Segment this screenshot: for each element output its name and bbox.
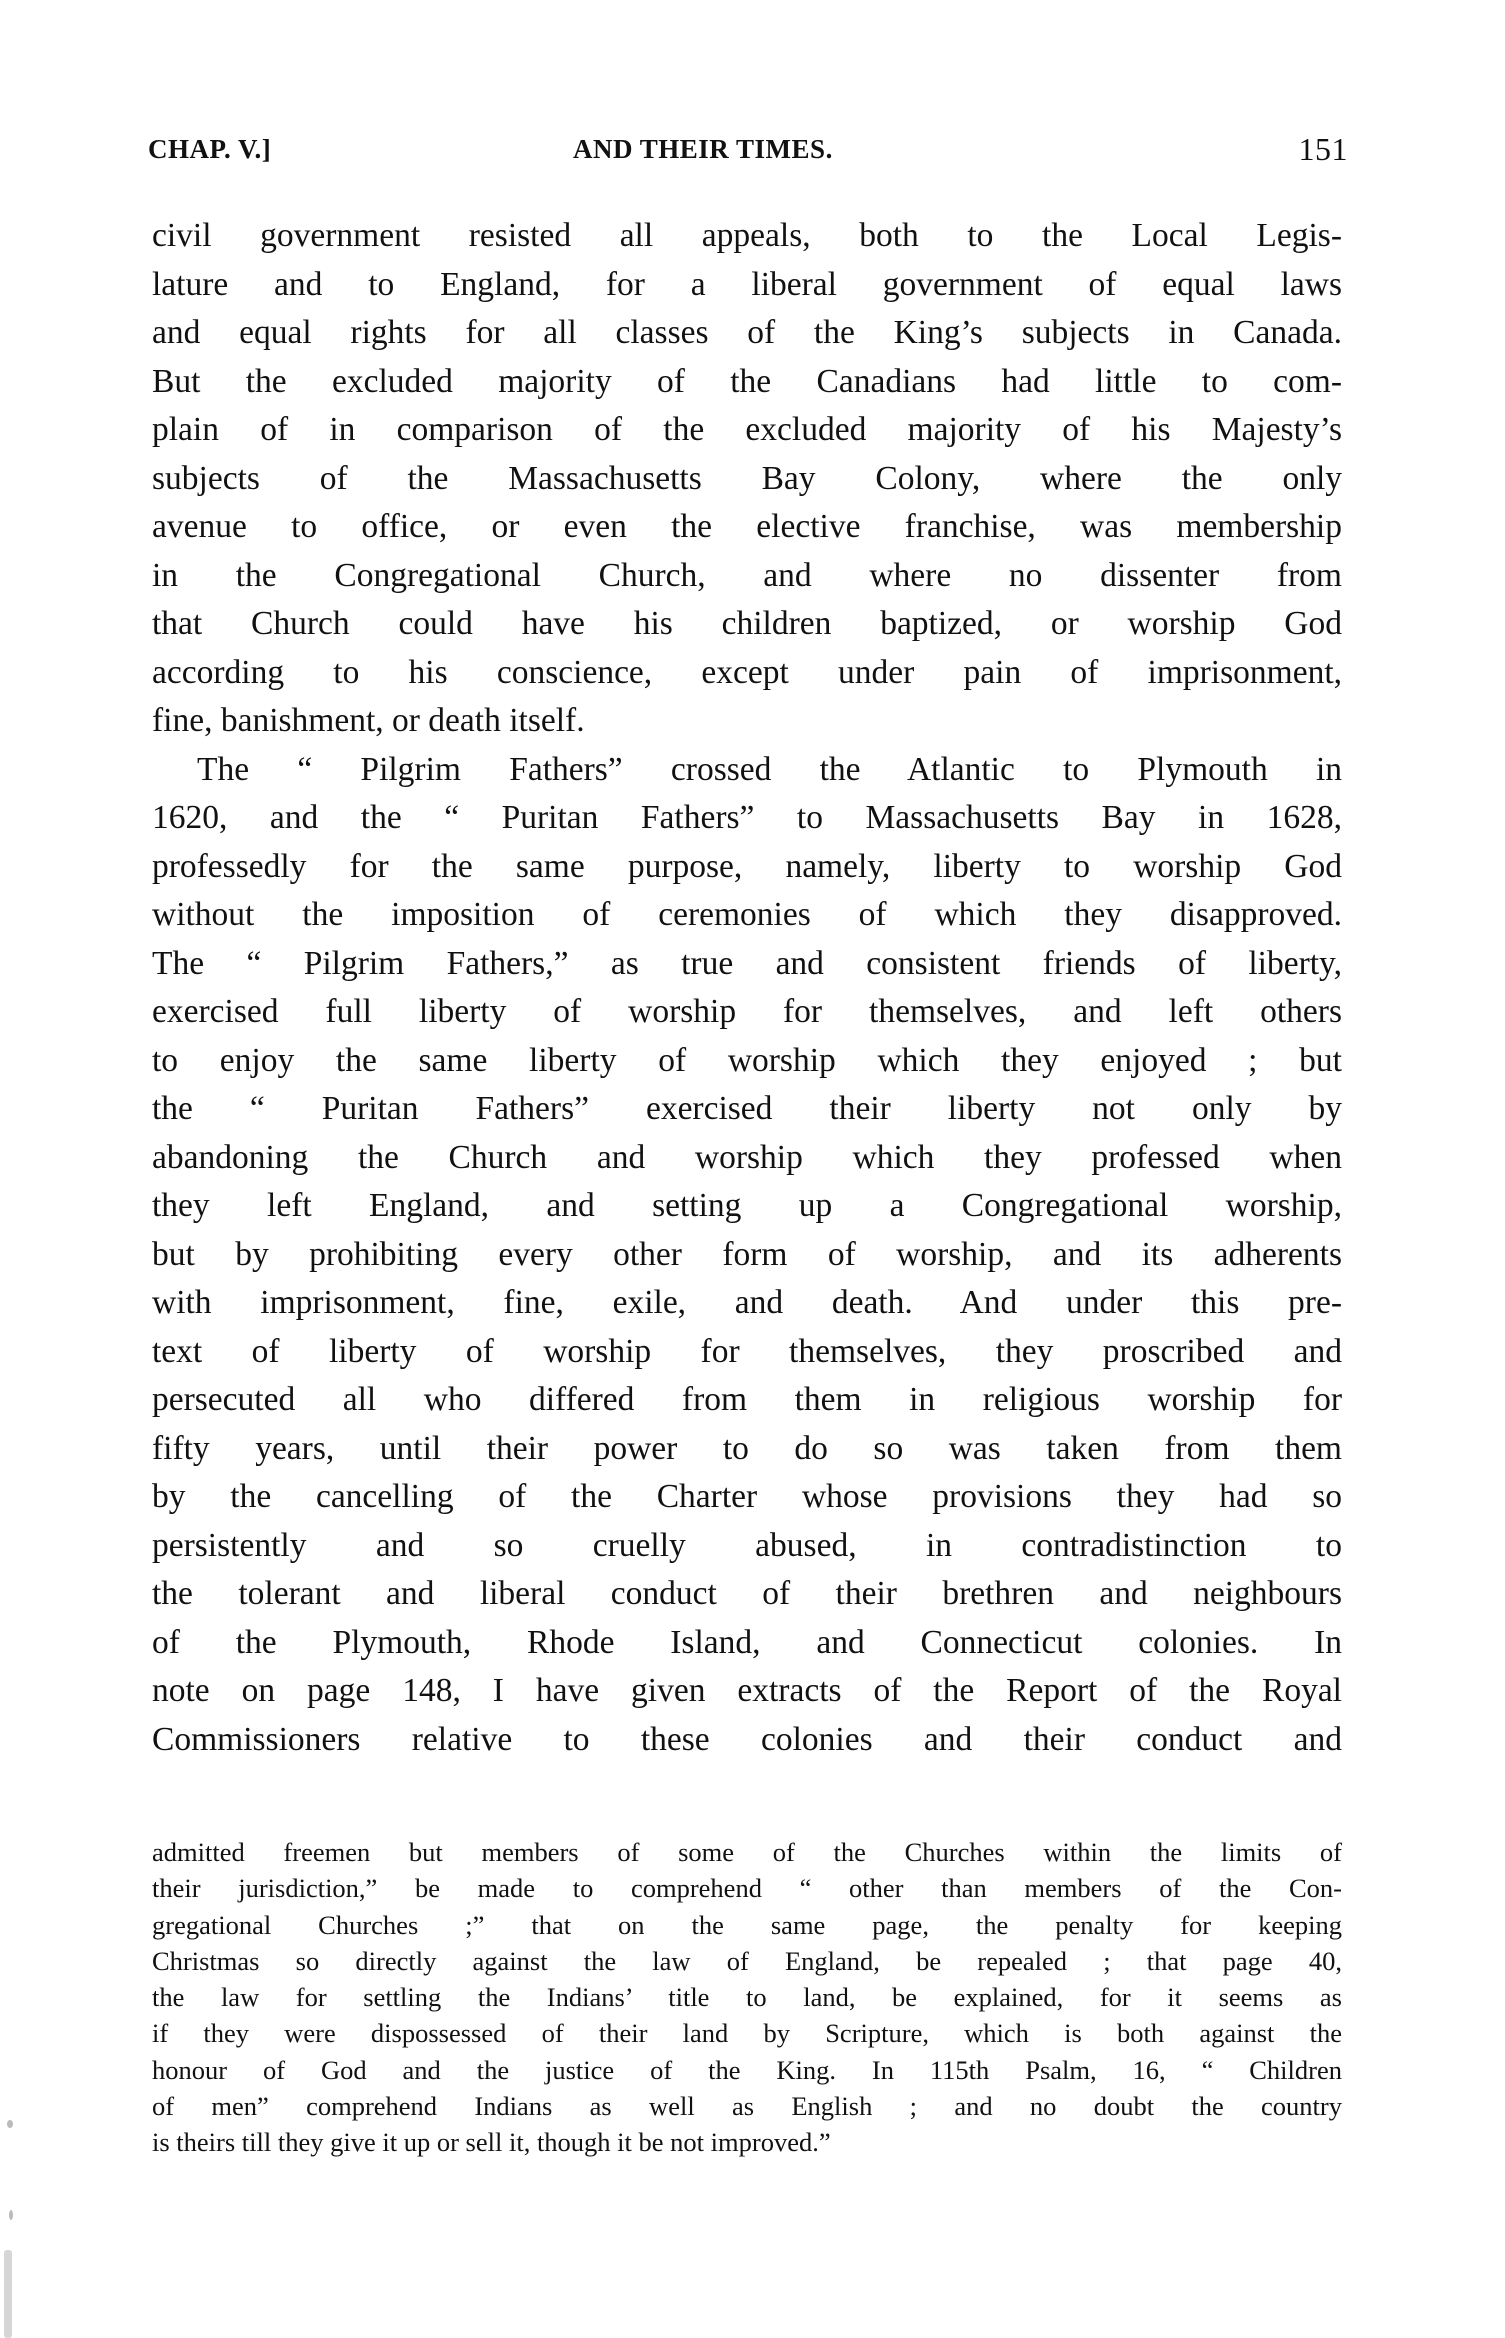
text-line: in the Congregational Church, and where no dissenter from [152,556,1342,594]
footnote [152,1834,1342,2161]
text-line: professedly for the same purpose, namely, liberty to worship God [152,847,1342,885]
page-number: 151 [1298,131,1348,167]
text-line: with imprisonment, fine, exile, and death. And under this pre- [152,1284,1342,1321]
text-line: they left England, and setting up a Congregational worship, [152,1187,1342,1224]
text-line: 1620, and the “ Puritan Fathers” to Massachusetts Bay in 1628, [152,799,1342,836]
text-line: exercised full liberty of worship for themselves, and left others [152,993,1342,1030]
text-line: lature and to England, for a liberal government of equal laws [152,265,1342,303]
text-line: avenue to office, or even the elective franchise, was membership [152,508,1342,545]
text-line: the “ Puritan Fathers” exercised their liberty not only by [152,1090,1342,1127]
main-text [152,212,1342,1764]
footnote-line: honour of God and the justice of the King. In 115th Psalm, 16, “ Children [152,2054,1342,2085]
text-line: fifty years, until their power to do so was taken from them [152,1429,1342,1467]
text-line: persecuted all who differed from them in religious worship for [152,1381,1342,1418]
text-line: the tolerant and liberal conduct of their brethren and neighbours [152,1575,1342,1612]
text-line: to enjoy the same liberty of worship which they enjoyed ; but [152,1041,1342,1079]
text-line: but by prohibiting every other form of worship, and its adherents [152,1235,1342,1273]
footnote-line: Christmas so directly against the law of England, be repealed ; that page 40, [152,1945,1342,1976]
text-line: subjects of the Massachusetts Bay Colony, where the only [152,459,1342,497]
text-line: text of liberty of worship for themselves, they proscribed and [152,1332,1342,1370]
text-line: fine, banishment, or death itself. [152,702,585,739]
text-line: that Church could have his children baptized, or worship God [152,605,1342,642]
text-line: persistently and so cruelly abused, in contradistinction to [152,1526,1342,1564]
footnote-line: if they were dispossessed of their land by Scripture, which is both against the [152,2018,1342,2049]
footnote-line: of men” comprehend Indians as well as English ; and no doubt the country [152,2091,1342,2122]
scan-speck [9,2210,13,2220]
text-line: of the Plymouth, Rhode Island, and Connecticut colonies. In [152,1623,1342,1661]
text-line: note on page 148, I have given extracts of the Report of the Royal [152,1672,1342,1709]
text-line: But the excluded majority of the Canadians had little to com- [152,362,1342,400]
scan-speck [4,2250,12,2338]
running-head [148,131,1348,174]
paragraph-start-line: The “ Pilgrim Fathers” crossed the Atlantic to Plymouth in [197,750,1342,788]
text-line: plain of in comparison of the excluded majority of his Majesty’s [152,411,1342,448]
footnote-line: their jurisdiction,” be made to comprehend “ other than members of the Con- [152,1873,1342,1904]
scan-speck [7,2120,13,2128]
footnote-line: admitted freemen but members of some of the Churches within the limits of [152,1837,1342,1867]
text-line: by the cancelling of the Charter whose provisions they had so [152,1478,1342,1515]
footnote-line: the law for settling the Indians’ title to land, be explained, for it seems as [152,1982,1342,2013]
text-line: Commissioners relative to these colonies and their conduct and [152,1720,1342,1758]
chapter-label: CHAP. V.] [148,134,272,164]
footnote-line: is theirs till they give it up or sell it, though it be not improved.” [152,2127,831,2158]
text-line: abandoning the Church and worship which they professed when [152,1138,1342,1176]
footnote-line: gregational Churches ;” that on the same page, the penalty for keeping [152,1909,1342,1940]
scan-artifact-margin [0,2050,40,2338]
text-line: and equal rights for all classes of the King’s subjects in Canada. [152,314,1342,351]
running-title: AND THEIR TIMES. [573,134,833,164]
text-line: without the imposition of ceremonies of which they disapproved. [152,896,1342,933]
text-line: according to his conscience, except under pain of imprisonment, [152,653,1342,691]
text-line: The “ Pilgrim Fathers,” as true and consistent friends of liberty, [152,944,1342,982]
text-line: civil government resisted all appeals, both to the Local Legis- [152,217,1342,254]
